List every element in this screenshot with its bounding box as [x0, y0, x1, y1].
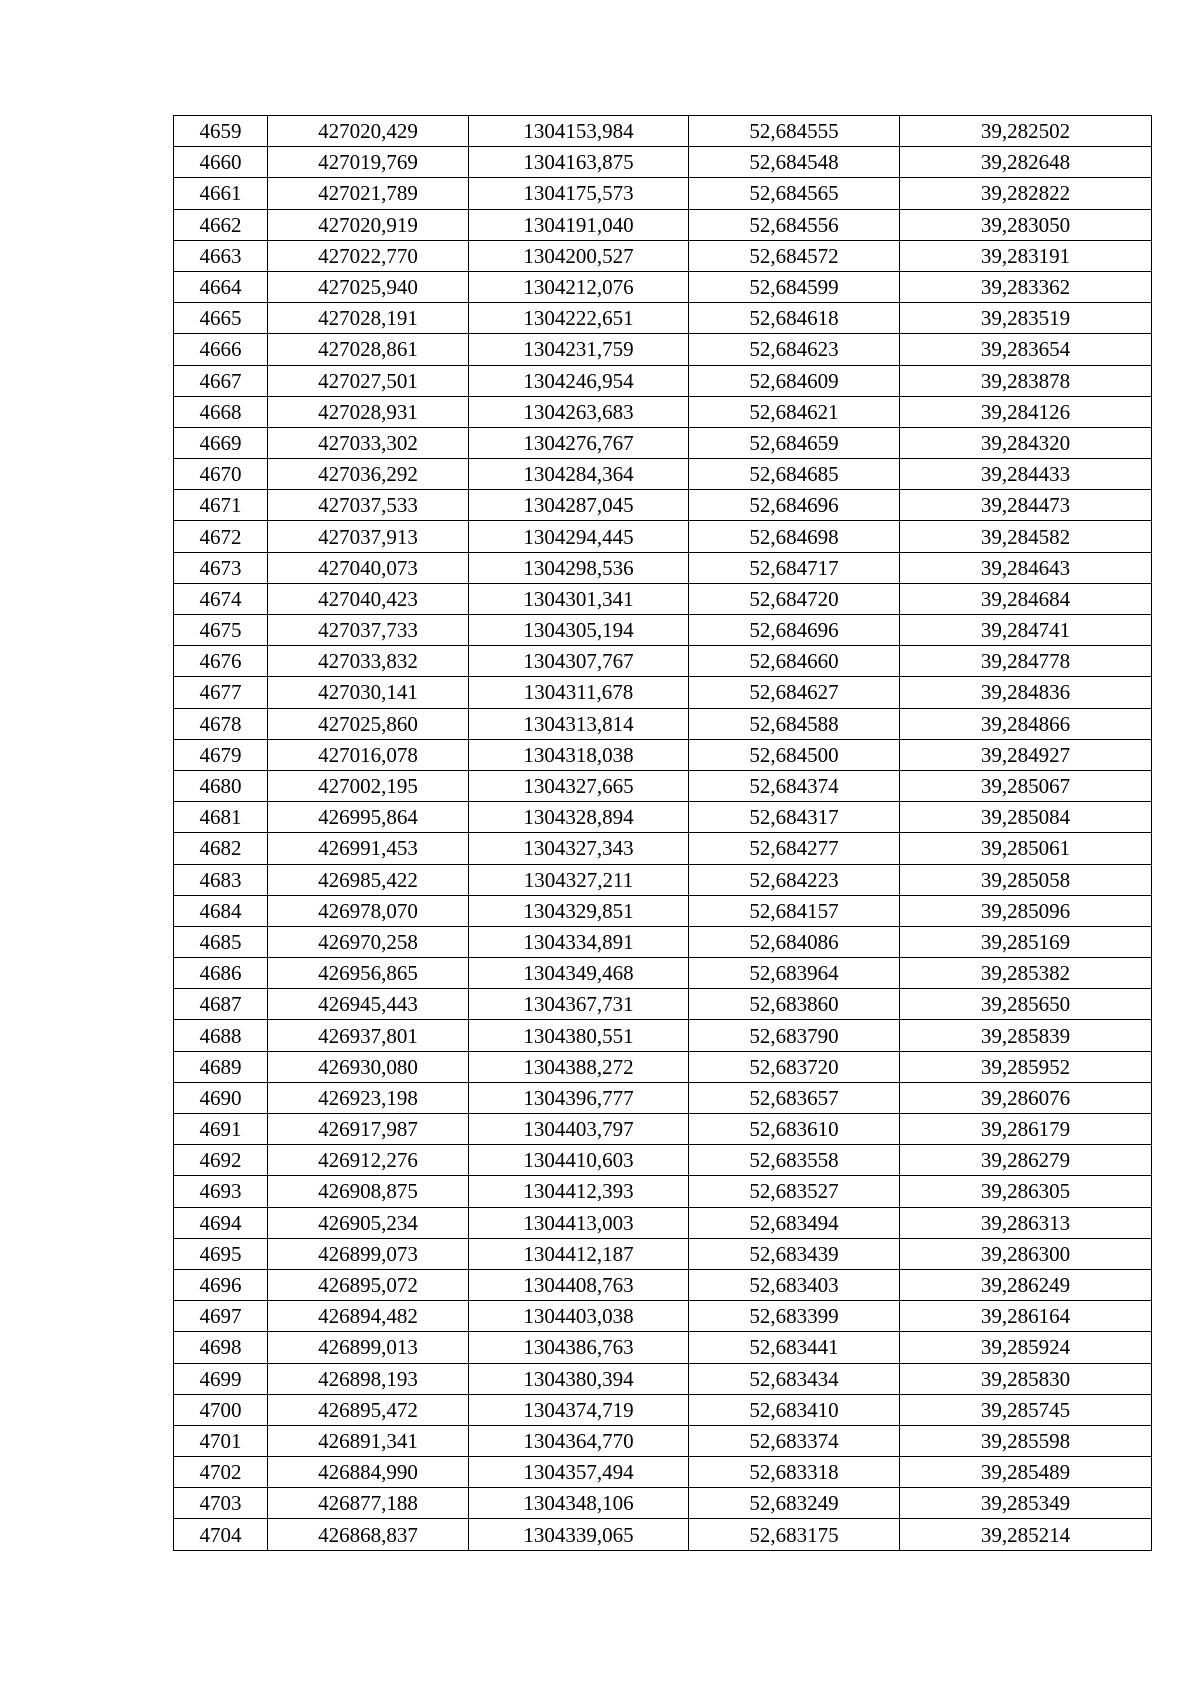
y-coordinate-cell: 1304374,719	[469, 1394, 689, 1425]
y-coordinate-cell: 1304412,393	[469, 1176, 689, 1207]
y-coordinate-cell: 1304191,040	[469, 209, 689, 240]
longitude-cell: 39,285745	[900, 1394, 1152, 1425]
longitude-cell: 39,285830	[900, 1363, 1152, 1394]
point-number-cell: 4681	[174, 802, 268, 833]
y-coordinate-cell: 1304403,038	[469, 1301, 689, 1332]
point-number-cell: 4689	[174, 1051, 268, 1082]
x-coordinate-cell: 427036,292	[268, 459, 469, 490]
longitude-cell: 39,283191	[900, 240, 1152, 271]
latitude-cell: 52,684696	[689, 490, 900, 521]
x-coordinate-cell: 426923,198	[268, 1082, 469, 1113]
point-number-cell: 4703	[174, 1488, 268, 1519]
x-coordinate-cell: 427019,769	[268, 147, 469, 178]
latitude-cell: 52,683610	[689, 1114, 900, 1145]
y-coordinate-cell: 1304284,364	[469, 459, 689, 490]
longitude-cell: 39,283519	[900, 303, 1152, 334]
longitude-cell: 39,285349	[900, 1488, 1152, 1519]
point-number-cell: 4687	[174, 989, 268, 1020]
latitude-cell: 52,683657	[689, 1082, 900, 1113]
point-number-cell: 4680	[174, 770, 268, 801]
y-coordinate-cell: 1304328,894	[469, 802, 689, 833]
y-coordinate-cell: 1304287,045	[469, 490, 689, 521]
latitude-cell: 52,684556	[689, 209, 900, 240]
x-coordinate-cell: 427030,141	[268, 677, 469, 708]
latitude-cell: 52,684565	[689, 178, 900, 209]
x-coordinate-cell: 426945,443	[268, 989, 469, 1020]
longitude-cell: 39,284473	[900, 490, 1152, 521]
x-coordinate-cell: 427025,860	[268, 708, 469, 739]
x-coordinate-cell: 426895,472	[268, 1394, 469, 1425]
table-row	[174, 1332, 1152, 1363]
x-coordinate-cell: 427037,913	[268, 521, 469, 552]
longitude-cell: 39,285058	[900, 864, 1152, 895]
y-coordinate-cell: 1304327,665	[469, 770, 689, 801]
point-number-cell: 4669	[174, 427, 268, 458]
longitude-cell: 39,284866	[900, 708, 1152, 739]
y-coordinate-cell: 1304246,954	[469, 365, 689, 396]
table-row	[174, 770, 1152, 801]
x-coordinate-cell: 427021,789	[268, 178, 469, 209]
y-coordinate-cell: 1304301,341	[469, 583, 689, 614]
point-number-cell: 4695	[174, 1238, 268, 1269]
y-coordinate-cell: 1304357,494	[469, 1457, 689, 1488]
x-coordinate-cell: 426891,341	[268, 1425, 469, 1456]
table-row	[174, 427, 1152, 458]
y-coordinate-cell: 1304298,536	[469, 552, 689, 583]
latitude-cell: 52,683399	[689, 1301, 900, 1332]
point-number-cell: 4675	[174, 615, 268, 646]
point-number-cell: 4666	[174, 334, 268, 365]
x-coordinate-cell: 427025,940	[268, 271, 469, 302]
point-number-cell: 4690	[174, 1082, 268, 1113]
y-coordinate-cell: 1304212,076	[469, 271, 689, 302]
table-row	[174, 989, 1152, 1020]
point-number-cell: 4664	[174, 271, 268, 302]
table-row	[174, 1176, 1152, 1207]
x-coordinate-cell: 426905,234	[268, 1207, 469, 1238]
latitude-cell: 52,684627	[689, 677, 900, 708]
y-coordinate-cell: 1304318,038	[469, 739, 689, 770]
longitude-cell: 39,283654	[900, 334, 1152, 365]
point-number-cell: 4697	[174, 1301, 268, 1332]
y-coordinate-cell: 1304403,797	[469, 1114, 689, 1145]
x-coordinate-cell: 427028,931	[268, 396, 469, 427]
point-number-cell: 4668	[174, 396, 268, 427]
x-coordinate-cell: 427033,302	[268, 427, 469, 458]
table-row	[174, 958, 1152, 989]
longitude-cell: 39,285489	[900, 1457, 1152, 1488]
x-coordinate-cell: 426937,801	[268, 1020, 469, 1051]
table-row	[174, 240, 1152, 271]
longitude-cell: 39,286249	[900, 1269, 1152, 1300]
latitude-cell: 52,684609	[689, 365, 900, 396]
table-row	[174, 1082, 1152, 1113]
y-coordinate-cell: 1304200,527	[469, 240, 689, 271]
x-coordinate-cell: 426978,070	[268, 895, 469, 926]
y-coordinate-cell: 1304348,106	[469, 1488, 689, 1519]
x-coordinate-cell: 427033,832	[268, 646, 469, 677]
x-coordinate-cell: 426991,453	[268, 833, 469, 864]
latitude-cell: 52,684223	[689, 864, 900, 895]
latitude-cell: 52,683790	[689, 1020, 900, 1051]
point-number-cell: 4674	[174, 583, 268, 614]
table-row	[174, 677, 1152, 708]
y-coordinate-cell: 1304380,394	[469, 1363, 689, 1394]
latitude-cell: 52,684717	[689, 552, 900, 583]
table-row	[174, 1425, 1152, 1456]
x-coordinate-cell: 427037,533	[268, 490, 469, 521]
point-number-cell: 4678	[174, 708, 268, 739]
point-number-cell: 4692	[174, 1145, 268, 1176]
longitude-cell: 39,283050	[900, 209, 1152, 240]
latitude-cell: 52,684277	[689, 833, 900, 864]
point-number-cell: 4686	[174, 958, 268, 989]
table-row	[174, 178, 1152, 209]
x-coordinate-cell: 426899,013	[268, 1332, 469, 1363]
latitude-cell: 52,684588	[689, 708, 900, 739]
point-number-cell: 4683	[174, 864, 268, 895]
y-coordinate-cell: 1304334,891	[469, 926, 689, 957]
longitude-cell: 39,286313	[900, 1207, 1152, 1238]
table-row	[174, 552, 1152, 583]
table-row	[174, 1238, 1152, 1269]
y-coordinate-cell: 1304307,767	[469, 646, 689, 677]
latitude-cell: 52,683403	[689, 1269, 900, 1300]
latitude-cell: 52,684555	[689, 116, 900, 147]
table-row	[174, 209, 1152, 240]
table-row	[174, 1114, 1152, 1145]
x-coordinate-cell: 427016,078	[268, 739, 469, 770]
x-coordinate-cell: 427027,501	[268, 365, 469, 396]
latitude-cell: 52,683439	[689, 1238, 900, 1269]
longitude-cell: 39,284741	[900, 615, 1152, 646]
latitude-cell: 52,683249	[689, 1488, 900, 1519]
latitude-cell: 52,683441	[689, 1332, 900, 1363]
table-row	[174, 739, 1152, 770]
y-coordinate-cell: 1304386,763	[469, 1332, 689, 1363]
point-number-cell: 4661	[174, 178, 268, 209]
x-coordinate-cell: 427020,919	[268, 209, 469, 240]
latitude-cell: 52,683720	[689, 1051, 900, 1082]
longitude-cell: 39,286179	[900, 1114, 1152, 1145]
x-coordinate-cell: 426930,080	[268, 1051, 469, 1082]
longitude-cell: 39,284582	[900, 521, 1152, 552]
latitude-cell: 52,684599	[689, 271, 900, 302]
latitude-cell: 52,684659	[689, 427, 900, 458]
point-number-cell: 4701	[174, 1425, 268, 1456]
y-coordinate-cell: 1304313,814	[469, 708, 689, 739]
point-number-cell: 4662	[174, 209, 268, 240]
coordinates-table	[173, 115, 1152, 1551]
x-coordinate-cell: 426912,276	[268, 1145, 469, 1176]
longitude-cell: 39,284778	[900, 646, 1152, 677]
point-number-cell: 4699	[174, 1363, 268, 1394]
longitude-cell: 39,285598	[900, 1425, 1152, 1456]
x-coordinate-cell: 426895,072	[268, 1269, 469, 1300]
latitude-cell: 52,684621	[689, 396, 900, 427]
table-row	[174, 615, 1152, 646]
y-coordinate-cell: 1304276,767	[469, 427, 689, 458]
point-number-cell: 4676	[174, 646, 268, 677]
longitude-cell: 39,285067	[900, 770, 1152, 801]
longitude-cell: 39,285650	[900, 989, 1152, 1020]
longitude-cell: 39,285924	[900, 1332, 1152, 1363]
longitude-cell: 39,285214	[900, 1519, 1152, 1550]
table-row	[174, 116, 1152, 147]
longitude-cell: 39,284126	[900, 396, 1152, 427]
x-coordinate-cell: 426917,987	[268, 1114, 469, 1145]
y-coordinate-cell: 1304380,551	[469, 1020, 689, 1051]
table-row	[174, 708, 1152, 739]
x-coordinate-cell: 427040,073	[268, 552, 469, 583]
y-coordinate-cell: 1304339,065	[469, 1519, 689, 1550]
x-coordinate-cell: 426899,073	[268, 1238, 469, 1269]
latitude-cell: 52,683374	[689, 1425, 900, 1456]
longitude-cell: 39,284433	[900, 459, 1152, 490]
y-coordinate-cell: 1304408,763	[469, 1269, 689, 1300]
longitude-cell: 39,284643	[900, 552, 1152, 583]
latitude-cell: 52,684696	[689, 615, 900, 646]
longitude-cell: 39,284836	[900, 677, 1152, 708]
point-number-cell: 4691	[174, 1114, 268, 1145]
y-coordinate-cell: 1304412,187	[469, 1238, 689, 1269]
y-coordinate-cell: 1304222,651	[469, 303, 689, 334]
longitude-cell: 39,285096	[900, 895, 1152, 926]
y-coordinate-cell: 1304231,759	[469, 334, 689, 365]
longitude-cell: 39,286076	[900, 1082, 1152, 1113]
point-number-cell: 4660	[174, 147, 268, 178]
latitude-cell: 52,684623	[689, 334, 900, 365]
table-row	[174, 833, 1152, 864]
latitude-cell: 52,684500	[689, 739, 900, 770]
table-row	[174, 1519, 1152, 1550]
point-number-cell: 4700	[174, 1394, 268, 1425]
latitude-cell: 52,684698	[689, 521, 900, 552]
y-coordinate-cell: 1304294,445	[469, 521, 689, 552]
y-coordinate-cell: 1304364,770	[469, 1425, 689, 1456]
y-coordinate-cell: 1304349,468	[469, 958, 689, 989]
table-row	[174, 396, 1152, 427]
table-row	[174, 459, 1152, 490]
longitude-cell: 39,283362	[900, 271, 1152, 302]
x-coordinate-cell: 426985,422	[268, 864, 469, 895]
point-number-cell: 4677	[174, 677, 268, 708]
longitude-cell: 39,286279	[900, 1145, 1152, 1176]
x-coordinate-cell: 427022,770	[268, 240, 469, 271]
y-coordinate-cell: 1304367,731	[469, 989, 689, 1020]
x-coordinate-cell: 427002,195	[268, 770, 469, 801]
latitude-cell: 52,683175	[689, 1519, 900, 1550]
longitude-cell: 39,286300	[900, 1238, 1152, 1269]
table-row	[174, 1020, 1152, 1051]
longitude-cell: 39,282822	[900, 178, 1152, 209]
point-number-cell: 4659	[174, 116, 268, 147]
table-row	[174, 1301, 1152, 1332]
y-coordinate-cell: 1304388,272	[469, 1051, 689, 1082]
point-number-cell: 4688	[174, 1020, 268, 1051]
latitude-cell: 52,684086	[689, 926, 900, 957]
table-row	[174, 521, 1152, 552]
table-row	[174, 490, 1152, 521]
point-number-cell: 4685	[174, 926, 268, 957]
longitude-cell: 39,282502	[900, 116, 1152, 147]
table-row	[174, 303, 1152, 334]
x-coordinate-cell: 426908,875	[268, 1176, 469, 1207]
table-row	[174, 864, 1152, 895]
x-coordinate-cell: 426898,193	[268, 1363, 469, 1394]
longitude-cell: 39,285061	[900, 833, 1152, 864]
longitude-cell: 39,282648	[900, 147, 1152, 178]
table-row	[174, 271, 1152, 302]
table-row	[174, 1145, 1152, 1176]
latitude-cell: 52,683494	[689, 1207, 900, 1238]
y-coordinate-cell: 1304327,211	[469, 864, 689, 895]
y-coordinate-cell: 1304305,194	[469, 615, 689, 646]
latitude-cell: 52,683964	[689, 958, 900, 989]
longitude-cell: 39,286164	[900, 1301, 1152, 1332]
point-number-cell: 4684	[174, 895, 268, 926]
table-row	[174, 1207, 1152, 1238]
x-coordinate-cell: 427037,733	[268, 615, 469, 646]
point-number-cell: 4694	[174, 1207, 268, 1238]
latitude-cell: 52,684685	[689, 459, 900, 490]
latitude-cell: 52,684660	[689, 646, 900, 677]
longitude-cell: 39,284320	[900, 427, 1152, 458]
table-row	[174, 583, 1152, 614]
y-coordinate-cell: 1304410,603	[469, 1145, 689, 1176]
table-row	[174, 646, 1152, 677]
latitude-cell: 52,684374	[689, 770, 900, 801]
point-number-cell: 4702	[174, 1457, 268, 1488]
point-number-cell: 4673	[174, 552, 268, 583]
latitude-cell: 52,683860	[689, 989, 900, 1020]
latitude-cell: 52,683558	[689, 1145, 900, 1176]
point-number-cell: 4693	[174, 1176, 268, 1207]
table-row	[174, 1488, 1152, 1519]
latitude-cell: 52,684317	[689, 802, 900, 833]
x-coordinate-cell: 427020,429	[268, 116, 469, 147]
x-coordinate-cell: 426956,865	[268, 958, 469, 989]
table-row	[174, 802, 1152, 833]
point-number-cell: 4671	[174, 490, 268, 521]
y-coordinate-cell: 1304163,875	[469, 147, 689, 178]
x-coordinate-cell: 426894,482	[268, 1301, 469, 1332]
x-coordinate-cell: 426868,837	[268, 1519, 469, 1550]
longitude-cell: 39,286305	[900, 1176, 1152, 1207]
point-number-cell: 4665	[174, 303, 268, 334]
table-row	[174, 1363, 1152, 1394]
longitude-cell: 39,284927	[900, 739, 1152, 770]
table-row	[174, 1457, 1152, 1488]
latitude-cell: 52,684720	[689, 583, 900, 614]
x-coordinate-cell: 426970,258	[268, 926, 469, 957]
point-number-cell: 4704	[174, 1519, 268, 1550]
latitude-cell: 52,684548	[689, 147, 900, 178]
longitude-cell: 39,285084	[900, 802, 1152, 833]
latitude-cell: 52,683527	[689, 1176, 900, 1207]
point-number-cell: 4698	[174, 1332, 268, 1363]
latitude-cell: 52,683410	[689, 1394, 900, 1425]
x-coordinate-cell: 426884,990	[268, 1457, 469, 1488]
latitude-cell: 52,683434	[689, 1363, 900, 1394]
point-number-cell: 4672	[174, 521, 268, 552]
longitude-cell: 39,285952	[900, 1051, 1152, 1082]
longitude-cell: 39,283878	[900, 365, 1152, 396]
y-coordinate-cell: 1304396,777	[469, 1082, 689, 1113]
y-coordinate-cell: 1304327,343	[469, 833, 689, 864]
coordinates-table-body	[174, 116, 1152, 1551]
longitude-cell: 39,285382	[900, 958, 1152, 989]
point-number-cell: 4696	[174, 1269, 268, 1300]
point-number-cell: 4682	[174, 833, 268, 864]
y-coordinate-cell: 1304311,678	[469, 677, 689, 708]
point-number-cell: 4679	[174, 739, 268, 770]
x-coordinate-cell: 427028,191	[268, 303, 469, 334]
latitude-cell: 52,683318	[689, 1457, 900, 1488]
y-coordinate-cell: 1304329,851	[469, 895, 689, 926]
table-row	[174, 1051, 1152, 1082]
y-coordinate-cell: 1304413,003	[469, 1207, 689, 1238]
point-number-cell: 4667	[174, 365, 268, 396]
longitude-cell: 39,284684	[900, 583, 1152, 614]
table-row	[174, 1394, 1152, 1425]
y-coordinate-cell: 1304175,573	[469, 178, 689, 209]
longitude-cell: 39,285839	[900, 1020, 1152, 1051]
x-coordinate-cell: 426995,864	[268, 802, 469, 833]
table-row	[174, 926, 1152, 957]
table-row	[174, 1269, 1152, 1300]
point-number-cell: 4663	[174, 240, 268, 271]
table-row	[174, 365, 1152, 396]
table-row	[174, 895, 1152, 926]
longitude-cell: 39,285169	[900, 926, 1152, 957]
x-coordinate-cell: 427028,861	[268, 334, 469, 365]
table-row	[174, 334, 1152, 365]
x-coordinate-cell: 426877,188	[268, 1488, 469, 1519]
latitude-cell: 52,684572	[689, 240, 900, 271]
x-coordinate-cell: 427040,423	[268, 583, 469, 614]
latitude-cell: 52,684157	[689, 895, 900, 926]
latitude-cell: 52,684618	[689, 303, 900, 334]
table-row	[174, 147, 1152, 178]
point-number-cell: 4670	[174, 459, 268, 490]
y-coordinate-cell: 1304263,683	[469, 396, 689, 427]
y-coordinate-cell: 1304153,984	[469, 116, 689, 147]
